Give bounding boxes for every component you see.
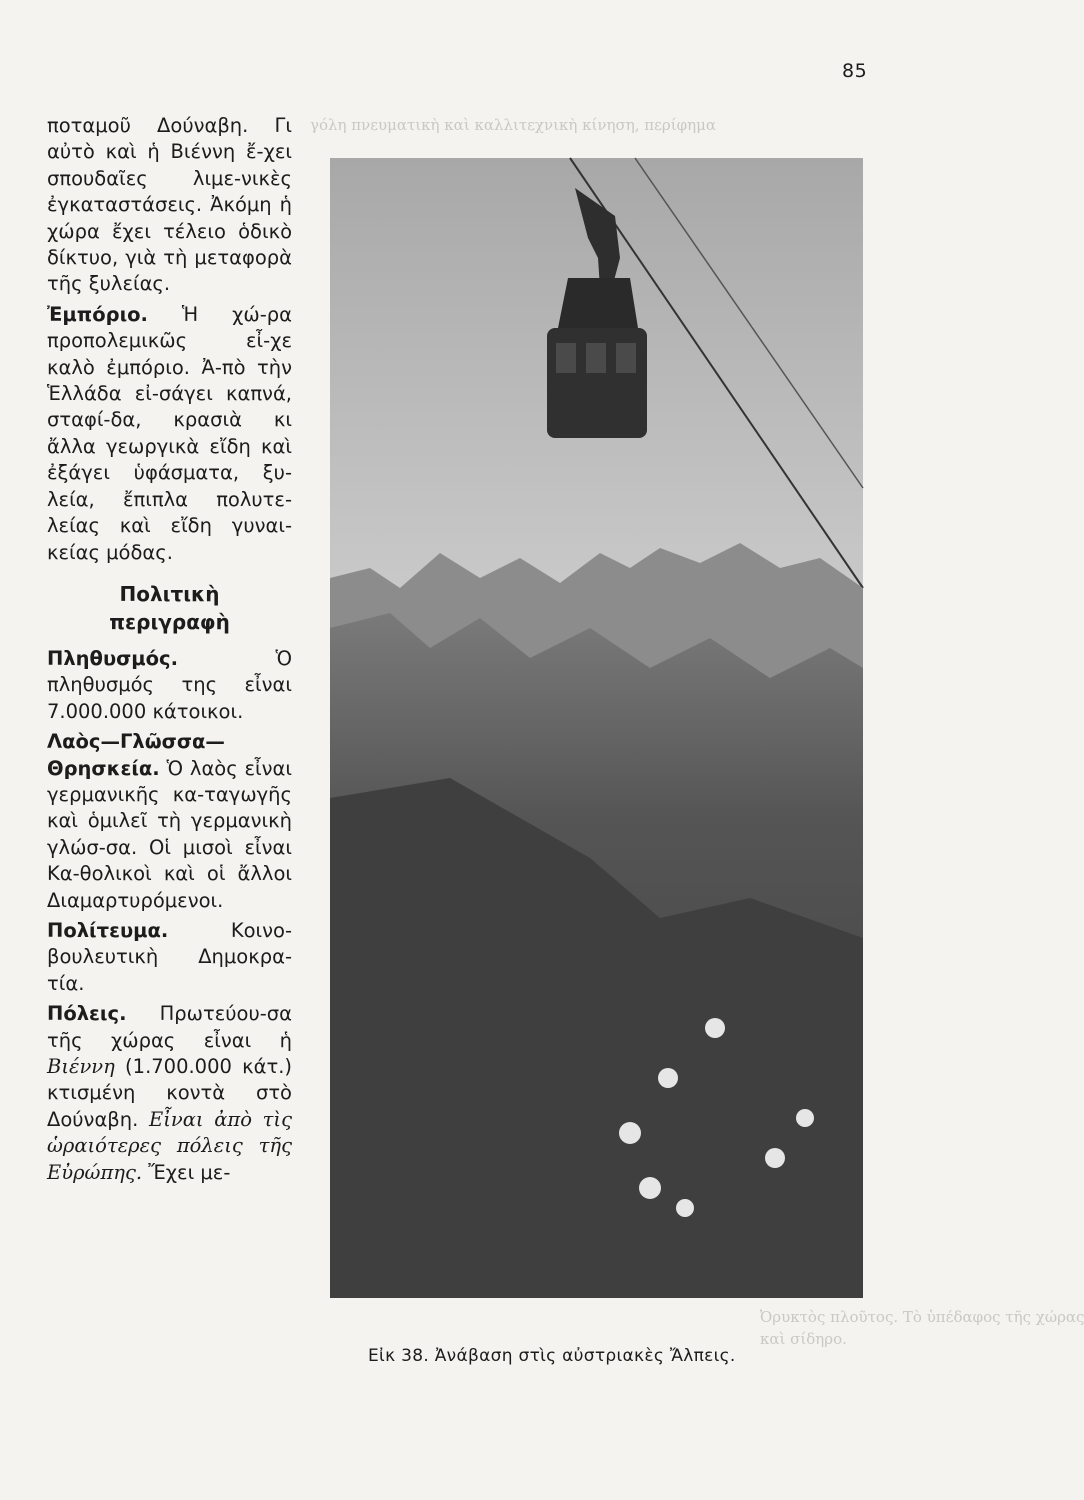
runin-people: Λαὸς—Γλῶσσα—Θρησκεία.: [47, 730, 225, 780]
paragraph-danube: ποταμοῦ Δούναβη. Γι αὐτὸ καὶ ἡ Βιέννη ἔ-χει σπουδαῖες λιμε-νικὲς ἐγκαταστάσεις. Ἀκόμη ἡ χώρα ἔχει τέλειο ὁδικὸ δίκτυο, γιὰ τὴ μεταφορὰ τῆς ξυλείας.: [47, 114, 292, 296]
bleed-through-top: γόλη πνευματικὴ καὶ καλλιτεχνικὴ κίνηση, περίφημα: [310, 116, 716, 134]
photo-illustration: [330, 158, 863, 1298]
paragraph-population: [47, 646, 292, 725]
figure-caption: Εἰκ 38. Ἀνάβαση στὶς αὐστριακὲς Ἄλπεις.: [368, 1346, 736, 1366]
heading-line-2: περιγραφὴ: [109, 609, 230, 634]
bleed-through-bottom-1: Ὀρυκτὸς πλοῦτος. Τὸ ὑπέδαφος τῆς χώρας: [760, 1308, 1084, 1326]
text-column: [47, 113, 292, 1186]
heading-line-1: Πολιτικὴ: [119, 581, 220, 606]
runin-cities: Πόλεις.: [47, 1002, 127, 1026]
paragraph-people: [47, 729, 292, 914]
runin-government: Πολίτευμα.: [47, 918, 169, 942]
paragraph-government: [47, 918, 292, 997]
people-text: Ὁ λαὸς εἶναι γερμανικῆς κα-ταγωγῆς καὶ ὁμιλεῖ τὴ γερμανικὴ γλώσ-σα. Οἱ μισοὶ εἶναι Κα-θολικοὶ καὶ οἱ ἄλλοι Διαμαρτυρόμενοι.: [47, 756, 292, 912]
government-text: Κοινο-βουλευτικὴ Δημοκρα-τία.: [47, 918, 292, 995]
paragraph-cities: [47, 1001, 292, 1186]
trade-text: Ἡ χώ-ρα προπολεμικῶς εἶ-χε καλὸ ἐμπόριο. Ἀ-πὸ τὴν Ἑλλάδα εἰ-σάγει καπνά, σταφί-δα, κρασιὰ κι ἄλλα γεωργικὰ εἴδη καὶ ἐξάγει ὑφάσματα, ξυ-λεία, ἔπιπλα πολυτε-λείας καὶ εἴδη γυναι-κείας μόδας.: [47, 302, 292, 564]
paragraph-trade: [47, 302, 292, 566]
runin-trade: Ἐμπόριο.: [47, 302, 148, 326]
cities-text-1: Πρωτεύου-σα τῆς χώρας εἶναι ἡ: [47, 1002, 292, 1052]
photo-alps-cable-car: [330, 158, 863, 1298]
city-vienna: Βιέννη: [47, 1055, 115, 1078]
cities-text-3: Ἔχει με-: [142, 1160, 231, 1184]
population-text: Ὁ πληθυσμός της εἶναι 7.000.000 κάτοικοι.: [47, 646, 292, 723]
section-heading: [47, 580, 292, 636]
bleed-through-bottom-2: καὶ σίδηρο.: [760, 1330, 847, 1348]
cities-text-2: (1.700.000 κάτ.) κτισμένη κοντὰ στὸ Δούναβη.: [47, 1055, 292, 1131]
runin-population: Πληθυσμός.: [47, 646, 179, 670]
cities-italic: Εἶναι ἀπὸ τὶς ὡραιότερες πόλεις τῆς Εὐρώπης.: [47, 1107, 293, 1184]
page-number: 85: [842, 60, 868, 82]
